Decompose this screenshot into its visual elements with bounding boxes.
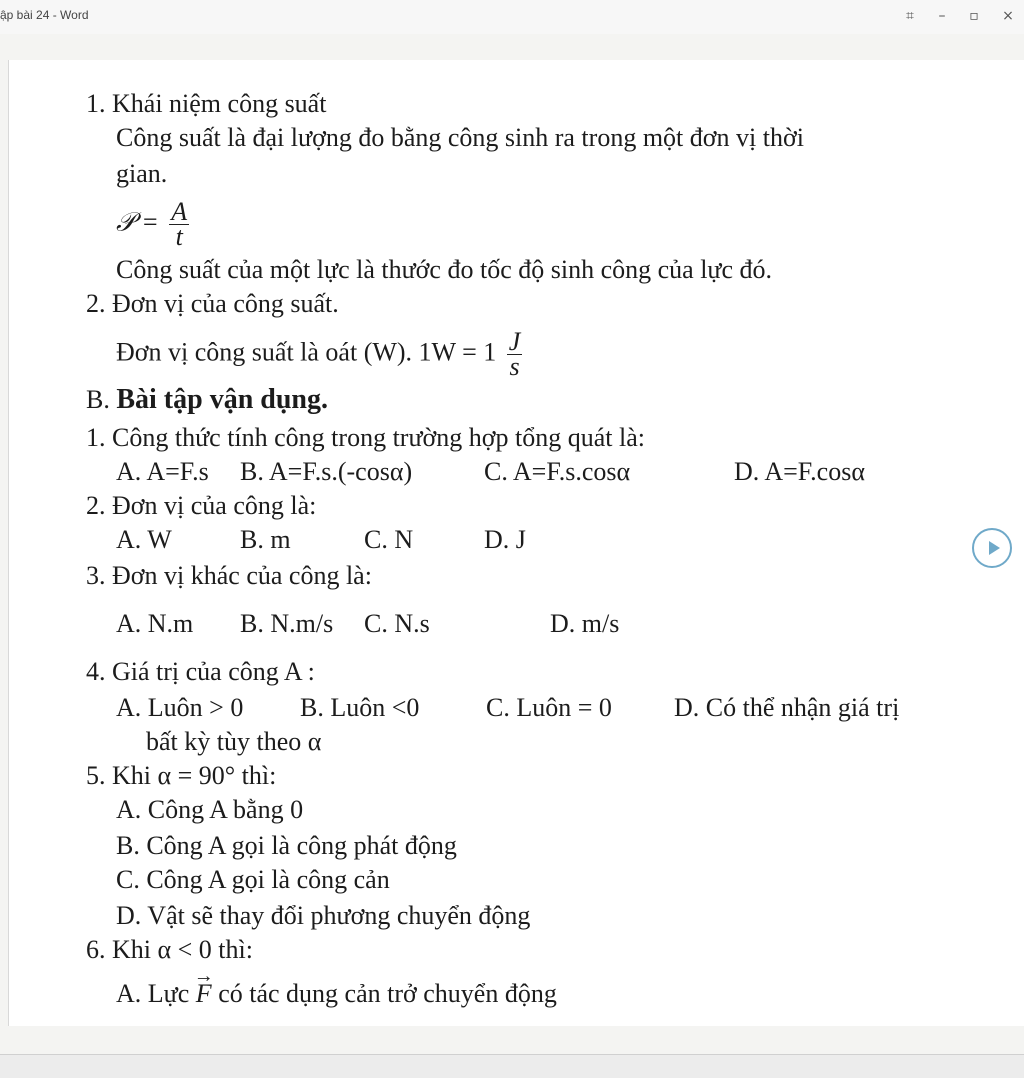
title-bar xyxy=(0,0,1024,34)
question-3-stem: 3. Đơn vị khác của công là: xyxy=(86,561,372,590)
question-1-option-a: A. A=F.s xyxy=(116,457,209,486)
force-vector: → F xyxy=(196,978,212,1010)
question-6-option-a-suffix: có tác dụng cản trở chuyển động xyxy=(218,979,557,1008)
question-6-option-a xyxy=(116,978,557,1010)
question-3-option-b: B. N.m/s xyxy=(240,609,334,638)
power-unit-text: Đơn vị công suất là oát (W). 1W = 1 xyxy=(116,337,497,367)
question-5-option-d: D. Vật sẽ thay đổi phương chuyển động xyxy=(116,901,531,930)
window-title: ập bài 24 - Word xyxy=(0,8,89,22)
close-button[interactable]: × xyxy=(1002,8,1014,24)
play-icon[interactable] xyxy=(972,528,1012,568)
power-unit-line xyxy=(116,327,522,381)
question-4-stem: 4. Giá trị của công A : xyxy=(86,657,315,686)
question-2-option-c: C. N xyxy=(364,525,414,554)
question-1-option-c: C. A=F.s.cosα xyxy=(484,457,631,486)
section-heading-power-concept: 1. Khái niệm công suất xyxy=(86,89,327,118)
question-4-option-d-continued: bất kỳ tùy theo α xyxy=(146,727,322,756)
restore-icon[interactable]: ⌗ xyxy=(906,8,914,24)
power-definition-line1: Công suất là đại lượng đo bằng công sinh ra trong một đơn vị thời xyxy=(116,123,804,152)
exercises-title: Bài tập vận dụng. xyxy=(116,384,328,415)
question-6-option-a-prefix: A. Lực xyxy=(116,979,190,1008)
question-1-option-b: B. A=F.s.(-cosα) xyxy=(240,457,413,486)
formula-fraction xyxy=(169,197,189,251)
question-4-option-d: D. Có thể nhận giá trị xyxy=(674,693,900,722)
question-5-stem: 5. Khi α = 90° thì: xyxy=(86,761,277,790)
status-bar xyxy=(0,1054,1024,1078)
question-1-option-d: D. A=F.cosα xyxy=(734,457,865,486)
formula-numerator: A xyxy=(171,197,188,226)
section-heading-power-unit: 2. Đơn vị của công suất. xyxy=(86,289,339,318)
question-4-option-c: C. Luôn = 0 xyxy=(486,693,612,722)
question-1-stem: 1. Công thức tính công trong trường hợp tổng quát là: xyxy=(86,423,646,452)
question-5-option-c: C. Công A gọi là công cản xyxy=(116,865,390,894)
power-formula xyxy=(116,197,189,251)
exercises-letter: B. xyxy=(86,385,110,414)
minimize-button[interactable]: – xyxy=(938,8,946,24)
power-of-force-text: Công suất của một lực là thước đo tốc độ sinh công của lực đó. xyxy=(116,255,773,284)
exercises-heading xyxy=(86,384,328,416)
power-definition-line2: gian. xyxy=(116,159,168,188)
question-4-option-b: B. Luôn <0 xyxy=(300,693,420,722)
question-2-stem: 2. Đơn vị của công là: xyxy=(86,491,317,520)
question-3-option-d: D. m/s xyxy=(550,609,620,638)
question-2-option-a: A. W xyxy=(116,525,172,554)
maximize-button[interactable]: ▫ xyxy=(969,8,979,24)
formula-denominator: t xyxy=(175,222,183,251)
question-2-option-d: D. J xyxy=(484,525,526,554)
question-2-option-b: B. m xyxy=(240,525,291,554)
question-4-option-a: A. Luôn > 0 xyxy=(116,693,244,722)
unit-fraction xyxy=(507,327,523,381)
question-5-option-b: B. Công A gọi là công phát động xyxy=(116,831,457,860)
question-6-stem: 6. Khi α < 0 thì: xyxy=(86,935,253,964)
question-3-option-c: C. N.s xyxy=(364,609,430,638)
unit-denominator: s xyxy=(509,352,520,381)
question-5-option-a: A. Công A bằng 0 xyxy=(116,795,304,824)
question-3-option-a: A. N.m xyxy=(116,609,194,638)
unit-numerator: J xyxy=(508,327,521,356)
formula-lhs: 𝒫 = xyxy=(116,207,159,237)
